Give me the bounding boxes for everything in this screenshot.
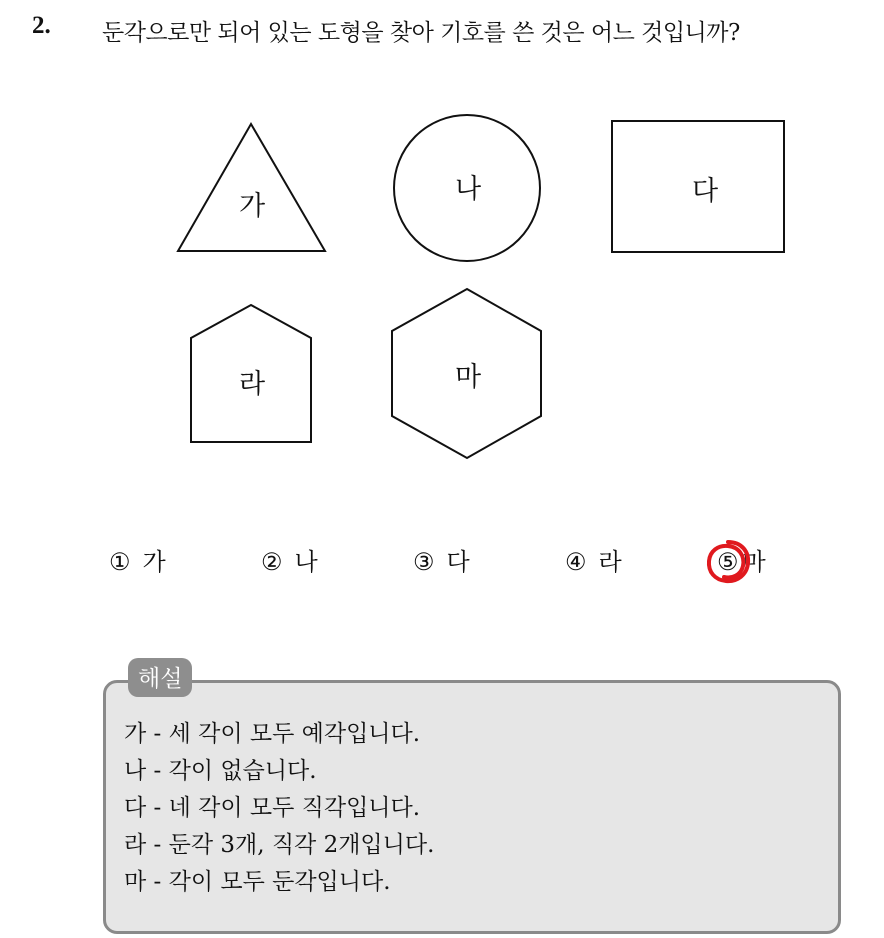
choice-label: 가 — [142, 548, 166, 576]
explanation-line: 라 - 둔각 3개, 직각 2개입니다. — [124, 832, 435, 858]
choice-4[interactable] — [565, 542, 622, 577]
choice-label: 나 — [294, 548, 318, 576]
explanation-line: 다 - 네 각이 모두 직각입니다. — [124, 795, 421, 821]
choice-number: ④ — [565, 548, 587, 576]
explanation-title: 해설 — [128, 658, 192, 697]
figure-rectangle — [612, 121, 784, 252]
figure-label-ra: 라 — [238, 369, 266, 400]
explanation-line: 가 - 세 각이 모두 예각입니다. — [124, 721, 421, 747]
choice-label: 다 — [446, 548, 470, 576]
figure-pentagon — [191, 305, 311, 442]
choice-number: ① — [109, 548, 131, 576]
explanation-lines — [124, 716, 434, 901]
answer-mark-icon — [702, 536, 754, 588]
question-text: 둔각으로만 되어 있는 도형을 찾아 기호를 쓴 것은 어느 것입니까? — [102, 20, 740, 46]
figure-circle — [394, 115, 540, 261]
explanation-line: 나 - 각이 없습니다. — [124, 758, 317, 784]
choice-1[interactable] — [109, 542, 166, 577]
figure-hexagon — [392, 289, 541, 458]
choice-3[interactable] — [413, 542, 470, 577]
question-number: 2. — [32, 12, 51, 39]
choice-label: 라 — [598, 548, 622, 576]
explanation-line: 마 - 각이 모두 둔각입니다. — [124, 869, 391, 895]
choice-number: ⑤ — [717, 548, 739, 576]
figure-label-ma: 마 — [454, 362, 482, 393]
choice-number: ② — [261, 548, 283, 576]
choice-number: ③ — [413, 548, 435, 576]
figure-label-na: 나 — [454, 174, 482, 205]
figure-label-da: 다 — [691, 176, 719, 207]
choice-label: 마 — [742, 548, 766, 576]
choice-2[interactable] — [261, 542, 318, 577]
figure-label-ga: 가 — [238, 191, 266, 222]
figure-triangle — [178, 124, 325, 251]
